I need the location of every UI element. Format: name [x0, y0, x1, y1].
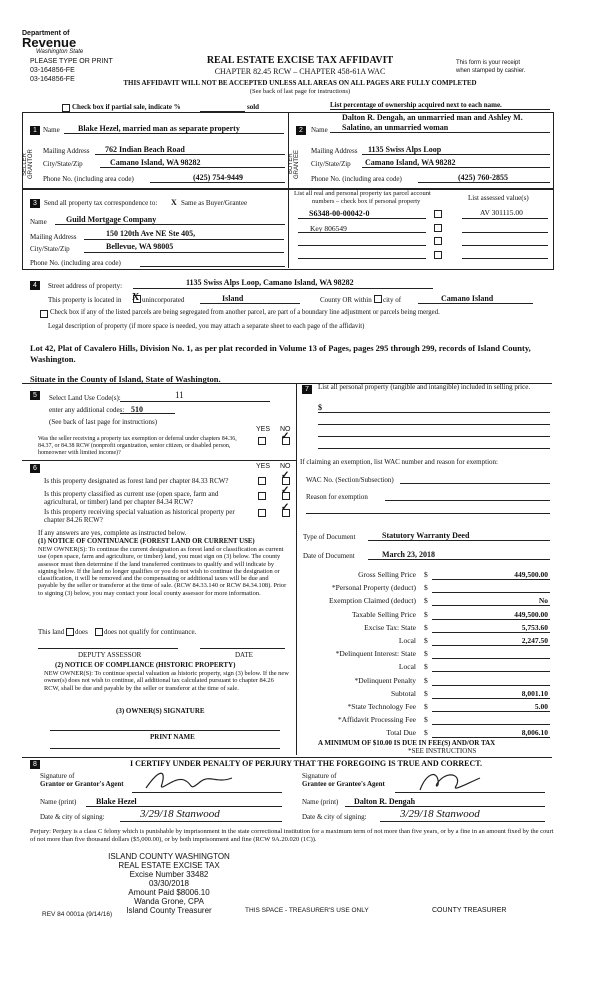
- historic-no-check-mark: ✓: [281, 502, 290, 513]
- treasurer-stamp: [84, 852, 254, 915]
- parcel-key[interactable]: Key 806549: [310, 224, 347, 233]
- forest-question: Is this property designated as forest land per chapter 84.33 RCW?: [44, 477, 229, 485]
- tax-row-line: [432, 632, 550, 633]
- assessed-header: List assessed value(s): [468, 194, 529, 202]
- tax-row-label: Excise Tax: State: [364, 622, 416, 632]
- legal-description[interactable]: Lot 42, Plat of Cavalero Hills, Division No. 1, as per plat recorded in Volume 13 of Pages, pages 295 through 299, records of Island County, Washington.: [30, 343, 531, 364]
- parcel-4-personal-checkbox[interactable]: [434, 251, 442, 259]
- seller-phone-label: Phone No. (including area code): [43, 175, 134, 183]
- buyer-mailing[interactable]: 1135 Swiss Alps Loop: [368, 145, 442, 154]
- tax-row-line: [432, 724, 550, 725]
- tax-row-value[interactable]: 8,001.10: [521, 688, 548, 698]
- unincorporated-x-mark: X: [132, 292, 140, 303]
- buyer-phone[interactable]: (425) 760-2855: [458, 173, 508, 182]
- section-6-no: NO: [280, 463, 291, 470]
- form-revision: REV 84 0001a (9/14/16): [42, 911, 113, 918]
- stamp-line-3: Excise Number 33482: [129, 870, 209, 879]
- tax-row-line: [432, 645, 550, 646]
- seller-city[interactable]: Camano Island, WA 98282: [110, 158, 201, 167]
- tax-row-label: *Delinquent Penalty: [354, 675, 416, 685]
- does-label: does: [75, 628, 88, 636]
- tax-row-label: *Delinquent Interest: State: [335, 649, 416, 659]
- tax-row-dollar: $: [424, 649, 428, 659]
- tax-row-dollar: $: [424, 688, 428, 698]
- grantor-sig-label-2: Grantor or Grantor's Agent: [40, 780, 124, 788]
- grantor-date-label: Date & city of signing:: [40, 813, 105, 821]
- mail-to-mailing-label: Mailing Address: [30, 233, 77, 241]
- logo-line1: Department of: [22, 30, 70, 37]
- buyer-phone-label: Phone No. (including area code): [311, 175, 402, 183]
- tax-row-dollar: $: [424, 728, 428, 738]
- tax-row-dollar: $: [424, 715, 428, 725]
- compliance-body: NEW OWNER(S): To continue special valuation as historic property, sign (3) below. If the new owner(s) does not wish to continue, all additional tax calculated pursuant to chapter 84.26 RCW, shall be due and payable by the seller or transferor at the time of sale.: [44, 670, 289, 692]
- sold-label: sold: [247, 103, 260, 111]
- dor-logo: [22, 30, 83, 55]
- same-as-buyer-check[interactable]: X: [171, 198, 177, 207]
- tax-row-dollar: $: [424, 596, 428, 606]
- county-treasurer-label: COUNTY TREASURER: [432, 907, 507, 914]
- section-8-number: 8: [30, 760, 40, 769]
- deputy-assessor-label: DEPUTY ASSESSOR: [78, 651, 142, 659]
- tax-row-label: *State Technology Fee: [347, 702, 416, 711]
- does-not-label: does not qualify for continuance.: [104, 628, 197, 636]
- mail-to-name[interactable]: Guild Mortgage Company: [66, 215, 157, 224]
- mail-to-city[interactable]: Bellevue, WA 98005: [106, 242, 174, 251]
- perjury-notice: Perjury: Perjury is a class C felony which is punishable by imprisonment in the state correctional institution for a maximum term of not more than five years, or by a fine in an amount fixed by the court of not more than five thousand dollars ($5,000.00), or by both imprisonment and fine (RCW 9A.20.020 (1C)).: [30, 828, 554, 843]
- doc-date[interactable]: March 23, 2018: [382, 550, 435, 559]
- logo-line2: Revenue: [22, 35, 77, 50]
- assessor-date-label: DATE: [235, 651, 253, 659]
- grantee-name-label: Name (print): [302, 798, 339, 806]
- exemption-no-check-mark: ✓: [281, 431, 290, 442]
- tax-row-value[interactable]: 5,753.60: [521, 622, 548, 632]
- buyer-name-line2[interactable]: Salatino, an unmarried woman: [342, 123, 449, 132]
- tax-row-line: [432, 685, 550, 686]
- legal-description-label: Legal description of property (if more space is needed, you may attach a separate sheet to each page of the affidavit): [48, 323, 365, 330]
- seller-name[interactable]: Blake Hezel, married man as separate property: [78, 124, 240, 133]
- tax-row-dollar: $: [424, 583, 428, 593]
- tax-row-label: Gross Selling Price: [358, 570, 416, 579]
- stamp-line-5: Amount Paid $8006.10: [128, 888, 210, 897]
- section-3-number: 3: [30, 199, 40, 208]
- parcel-1-personal-checkbox[interactable]: [434, 210, 442, 218]
- land-use-label: Select Land Use Code(s):: [49, 394, 121, 402]
- doc-code-1: 03-164856-FE: [30, 67, 75, 74]
- section-6-yes: YES: [256, 463, 271, 470]
- stamp-line-1: ISLAND COUNTY WASHINGTON: [108, 852, 230, 861]
- county-or-within-label: County OR within: [320, 296, 372, 304]
- does-not-qualify-checkbox[interactable]: [95, 628, 103, 636]
- unincorporated-label: unincorporated: [142, 296, 185, 304]
- section-7-number: 7: [302, 385, 312, 394]
- county-value[interactable]: Island: [222, 294, 244, 303]
- city-of-checkbox[interactable]: [374, 295, 382, 303]
- logo-line3: Washington State: [36, 49, 84, 55]
- mail-to-phone-label: Phone No. (including area code): [30, 259, 121, 267]
- send-correspondence-label: Send all property tax correspondence to:: [44, 199, 158, 207]
- section-5-yes: YES: [256, 426, 271, 433]
- mail-to-name-label: Name: [30, 218, 47, 226]
- section-5-number: 5: [30, 391, 40, 400]
- section-4-number: 4: [30, 281, 40, 290]
- tax-row-value[interactable]: 2,247.50: [521, 636, 548, 645]
- tax-row-dollar: $: [424, 636, 428, 645]
- tax-row-dollar: $: [424, 609, 428, 619]
- buyer-city[interactable]: Camano Island, WA 98282: [365, 158, 456, 167]
- tax-row-label: Local: [398, 662, 416, 672]
- claiming-exemption-label: If claiming an exemption, list WAC number and reason for exemption:: [300, 458, 498, 466]
- personal-property-dollar: $: [318, 403, 322, 412]
- if-yes-instruction: If any answers are yes, complete as instructed below.: [38, 529, 187, 537]
- seller-phone[interactable]: (425) 754-9449: [193, 173, 243, 182]
- additional-codes-label: enter any additional codes:: [49, 406, 125, 414]
- see-back: (See back of last page for instructions): [249, 88, 351, 95]
- tax-row-line: [432, 698, 550, 699]
- seller-name-label: Name: [43, 126, 60, 134]
- grantor-print-name[interactable]: Blake Hezel: [96, 797, 137, 806]
- see-instructions-note: *SEE INSTRUCTIONS: [408, 747, 477, 755]
- minimum-fee-note: A MINIMUM OF $10.00 IS DUE IN FEE(S) AND/OR TAX: [318, 739, 496, 747]
- segregated-checkbox[interactable]: [40, 310, 48, 318]
- city-of-label: city of: [383, 296, 402, 304]
- tax-row-dollar: $: [424, 675, 428, 685]
- does-qualify-checkbox[interactable]: [66, 628, 74, 636]
- tax-row-label: Local: [398, 636, 416, 645]
- seller-city-label: City/State/Zip: [43, 160, 83, 168]
- tax-row-dollar: $: [424, 570, 428, 579]
- mail-to-city-label: City/State/Zip: [30, 245, 70, 253]
- tax-row-value[interactable]: 449,500.00: [514, 609, 548, 619]
- stamp-line-7: Island County Treasurer: [126, 906, 212, 915]
- grantee-print-name[interactable]: Dalton R. Dengah: [354, 797, 416, 806]
- wac-label: WAC No. (Section/Subsection): [306, 476, 394, 484]
- street-address-label: Street address of property:: [48, 282, 123, 290]
- doc-type[interactable]: Statutory Warranty Deed: [382, 531, 470, 540]
- parcel-header-1: List all real and personal property tax parcel account: [294, 190, 431, 197]
- tax-row-line: [432, 579, 550, 580]
- form-chapter: CHAPTER 82.45 RCW – CHAPTER 458-61A WAC: [214, 67, 386, 76]
- form-title: REAL ESTATE EXCISE TAX AFFIDAVIT: [206, 55, 394, 66]
- tax-row-dollar: $: [424, 662, 428, 672]
- land-use-see-back: (See back of last page for instructions): [49, 418, 158, 426]
- tax-row-label: Taxable Selling Price: [351, 609, 416, 619]
- historic-question: Is this property receiving special valuation as historical property per chapter 84.26 RCW?: [44, 508, 235, 524]
- this-land-label: This land: [38, 628, 65, 636]
- exemption-question: Was the seller receiving a property tax exemption or deferral under chapters 84.36, 84.37, or 84.38 RCW (nonprofit organization, senior citizen, or disabled person, homeowner with limited income)?: [38, 436, 237, 456]
- tax-row-label: Total Due: [386, 728, 416, 738]
- receipt-line1: This form is your receipt: [456, 60, 521, 66]
- parcel-2-personal-checkbox[interactable]: [434, 224, 442, 232]
- tax-row-label: Subtotal: [390, 688, 416, 698]
- land-use-code[interactable]: 11: [175, 390, 184, 400]
- buyer-side-label: BUYER GRANTEE: [288, 149, 300, 179]
- grantee-sig-label-2: Grantee or Grantee's Agent: [302, 780, 385, 788]
- grantee-date-city[interactable]: 3/29/18 Stanwood: [400, 808, 480, 820]
- continuance-title: (1) NOTICE OF CONTINUANCE (FOREST LAND OR CURRENT USE): [38, 538, 255, 545]
- tax-row-value[interactable]: No: [538, 596, 548, 606]
- same-as-buyer-label: Same as Buyer/Grantee: [181, 199, 248, 207]
- buyer-name-line1[interactable]: Dalton R. Dengah, an unmarried man and Ashley M.: [342, 113, 523, 122]
- tax-row-line: [432, 619, 550, 620]
- exemption-yes-checkbox[interactable]: [258, 437, 266, 445]
- tax-row-dollar: $: [424, 622, 428, 632]
- forest-yes-checkbox[interactable]: [258, 477, 266, 485]
- tax-row-line: [432, 592, 550, 593]
- section-6-number: 6: [30, 464, 40, 473]
- continuance-body: NEW OWNER(S): To continue the current designation as forest land or classification as current use (open space, farm and agriculture, or timber) land, you must sign on (3) below. The county assessor must then determine if the land transferred continues to qualify and will indicate by signing below. If the land no longer qualifies or you do not wish to continue the designation or classification, it will be removed and the compensating or additional taxes will be due and payable by the seller or transferor at the time of sale. (RCW 84.33.140 or RCW 84.34.108). Prior to signing (3) below, you may contact your local county assessor for more information.: [38, 546, 287, 597]
- current-use-no-check-mark: ✓: [281, 485, 290, 496]
- located-in-label: This property is located in: [48, 296, 122, 304]
- doc-date-label: Date of Document: [303, 552, 355, 560]
- reason-label: Reason for exemption: [306, 493, 368, 501]
- current-use-question: Is this property classified as current use (open space, farm and agricultural, or timber) land per chapter 84.34 RCW?: [44, 490, 219, 506]
- mail-to-mailing[interactable]: 150 120th Ave NE Ste 405,: [106, 229, 196, 238]
- stamp-line-2: REAL ESTATE EXCISE TAX: [118, 861, 220, 870]
- tax-row-value[interactable]: 449,500.00: [514, 570, 548, 579]
- tax-row-line: [432, 711, 550, 712]
- print-name-label: PRINT NAME: [150, 733, 195, 741]
- seller-side-label: SELLER GRANTOR: [22, 149, 34, 179]
- certify-statement: I CERTIFY UNDER PENALTY OF PERJURY THAT THE FOREGOING IS TRUE AND CORRECT.: [130, 759, 483, 768]
- stamp-line-6: Wanda Grone, CPA: [134, 897, 204, 906]
- doc-code-2: 03-164856-FE: [30, 76, 75, 83]
- form-warning: THIS AFFIDAVIT WILL NOT BE ACCEPTED UNLESS ALL AREAS ON ALL PAGES ARE FULLY COMPLETED: [123, 79, 477, 87]
- tax-row-line: [432, 671, 550, 672]
- grantee-sig-label-1: Signature of: [302, 772, 337, 780]
- section-1-number: 1: [30, 126, 40, 135]
- compliance-title: (2) NOTICE OF COMPLIANCE (HISTORIC PROPERTY): [55, 661, 236, 669]
- grantee-date-label: Date & city of signing:: [302, 813, 367, 821]
- tax-row-label: *Affidavit Processing Fee: [337, 715, 416, 725]
- tax-row-value[interactable]: 5.00: [534, 702, 548, 711]
- assessed-value-1[interactable]: AV 301115.00: [480, 208, 523, 217]
- situate-text[interactable]: Situate in the County of Island, State of Washington.: [30, 374, 221, 384]
- partial-sale-label: Check box if partial sale, indicate %: [72, 103, 181, 111]
- buyer-city-label: City/State/Zip: [311, 160, 351, 168]
- forest-no-check-mark: ✓: [281, 470, 290, 481]
- receipt-line2: when stamped by cashier.: [456, 68, 526, 74]
- section-5-no: NO: [280, 426, 291, 433]
- additional-codes[interactable]: 510: [131, 405, 143, 414]
- please-type: PLEASE TYPE OR PRINT: [30, 58, 113, 65]
- seller-mailing[interactable]: 762 Indian Beach Road: [105, 145, 185, 154]
- parcel-header-2: numbers – check box if personal property: [312, 198, 421, 205]
- tax-row-line: [432, 658, 550, 659]
- grantor-sig-label-1: Signature of: [40, 772, 75, 780]
- parcel-number-1[interactable]: S6348-00-00042-0: [309, 209, 370, 218]
- personal-property-label: List all personal property (tangible and intangible) included in selling price.: [318, 383, 531, 391]
- tax-row-label: *Personal Property (deduct): [331, 583, 416, 593]
- street-address[interactable]: 1135 Swiss Alps Loop, Camano Island, WA 98282: [186, 278, 354, 287]
- tax-row-dollar: $: [424, 702, 428, 711]
- ownership-label: List percentage of ownership acquired next to each name.: [330, 101, 502, 109]
- tax-row-line: [432, 605, 550, 606]
- parcel-3-personal-checkbox[interactable]: [434, 237, 442, 245]
- current-use-yes-checkbox[interactable]: [258, 492, 266, 500]
- buyer-name-label: Name: [311, 126, 328, 134]
- grantor-date-city[interactable]: 3/29/18 Stanwood: [140, 808, 220, 820]
- city-value[interactable]: Camano Island: [441, 294, 494, 303]
- section-2-number: 2: [296, 126, 306, 135]
- partial-sale-checkbox[interactable]: [62, 104, 70, 112]
- buyer-mailing-label: Mailing Address: [311, 147, 358, 155]
- tax-row-value[interactable]: 8,006.10: [521, 728, 548, 738]
- stamp-line-4: 03/30/2018: [148, 879, 190, 888]
- owner-signature-label: (3) OWNER(S) SIGNATURE: [116, 707, 205, 715]
- historic-yes-checkbox[interactable]: [258, 509, 266, 517]
- seller-mailing-label: Mailing Address: [43, 147, 90, 155]
- treasurer-use-only: THIS SPACE - TREASURER'S USE ONLY: [245, 907, 369, 914]
- tax-row-label: Exemption Claimed (deduct): [328, 596, 416, 606]
- segregated-label: Check box if any of the listed parcels are being segregated from another parcel, are part of a boundary line adjustment or parcels being merged.: [50, 309, 440, 316]
- grantor-name-label: Name (print): [40, 798, 77, 806]
- doc-type-label: Type of Document: [303, 533, 356, 541]
